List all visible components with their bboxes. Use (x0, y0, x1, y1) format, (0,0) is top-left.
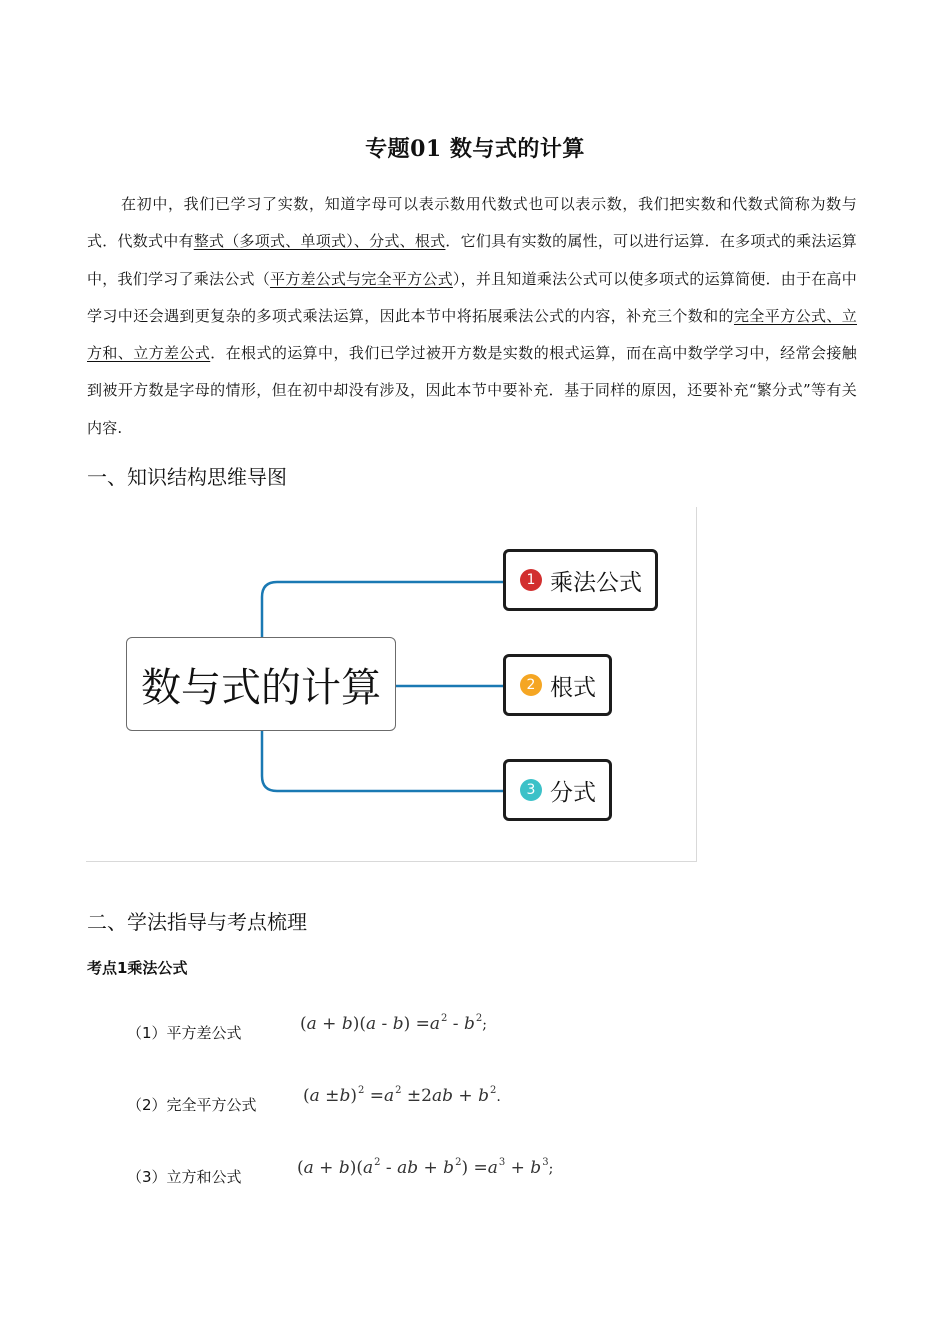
mindmap-node-fraction (503, 759, 612, 821)
section-heading-guidance: 二、学法指导与考点梳理 (87, 910, 307, 934)
mindmap-center-node: 数与式的计算 (126, 637, 396, 731)
intro-text-4: ．在根式的运算中，我们已学过被开方数是实数的根式运算，而在高中数学学习中，经常会接触到被开方数是字母的情形，但在初中却没有涉及，因此本节中要补充．基于同样的原因，还要补充“繁分式”等有关内容. (87, 344, 857, 437)
section-heading-mindmap: 一、知识结构思维导图 (87, 465, 287, 489)
mindmap-node-multiplication (503, 549, 658, 611)
formula-label-2: （2）完全平方公式 (127, 1096, 257, 1114)
intro-underline-3: 完全平方公式、立方和、立方差公式 (87, 306, 857, 363)
intro-text-1: 在初中，我们已学习了实数，知道字母可以表示数用代数式也可以表示数，我们把实数和代数式简称为数与式．代数式中有 (87, 195, 857, 251)
formula-tail: ; (482, 1017, 487, 1033)
intro-text-2: ．它们具有实数的属性，可以进行运算．在多项式的乘法运算中，我们学习了乘法公式（ (87, 232, 858, 288)
number-badge-icon: 2 (520, 674, 542, 696)
connector-branch-3 (262, 731, 504, 791)
formula-label-1: （1）平方差公式 (127, 1024, 242, 1042)
node-label: 乘法公式 (550, 569, 642, 596)
formula-label-3: （3）立方和公式 (127, 1168, 242, 1186)
mindmap-node-radical (503, 654, 612, 716)
page-title: 专题01 数与式的计算 (365, 136, 585, 162)
formula-tail: ; (548, 1161, 554, 1177)
number-badge-icon: 3 (520, 779, 542, 801)
node-label: 根式 (550, 674, 596, 701)
formula-difference-of-squares: $(a + b)(a - b) =a^2 - b^2$; (300, 1013, 487, 1034)
formula-perfect-square: $(a \pm b)^2 =a^2 \pm 2ab + b^2$. (303, 1085, 501, 1106)
node-label: 分式 (550, 779, 596, 806)
number-badge-icon: 1 (520, 569, 542, 591)
topic-heading: 考点1乘法公式 (87, 959, 188, 977)
formula-tail: . (496, 1089, 501, 1105)
connector-branch-1 (262, 582, 504, 637)
intro-text-3: ），并且知道乘法公式可以使多项式的运算简便．由于在高中学习中还会遇到更复杂的多项式乘法运算，因此本节中将拓展乘法公式的内容，补充三个数和的 (87, 269, 857, 325)
intro-underline-1: 整式（多项式、单项式）、分式、根式 (193, 232, 446, 251)
intro-underline-2: 平方差公式与完全平方公式 (269, 269, 453, 288)
formula-sum-of-cubes: $(a + b)(a^2$ - ab + $b^2) =a^3 + b^3$; (297, 1157, 554, 1178)
